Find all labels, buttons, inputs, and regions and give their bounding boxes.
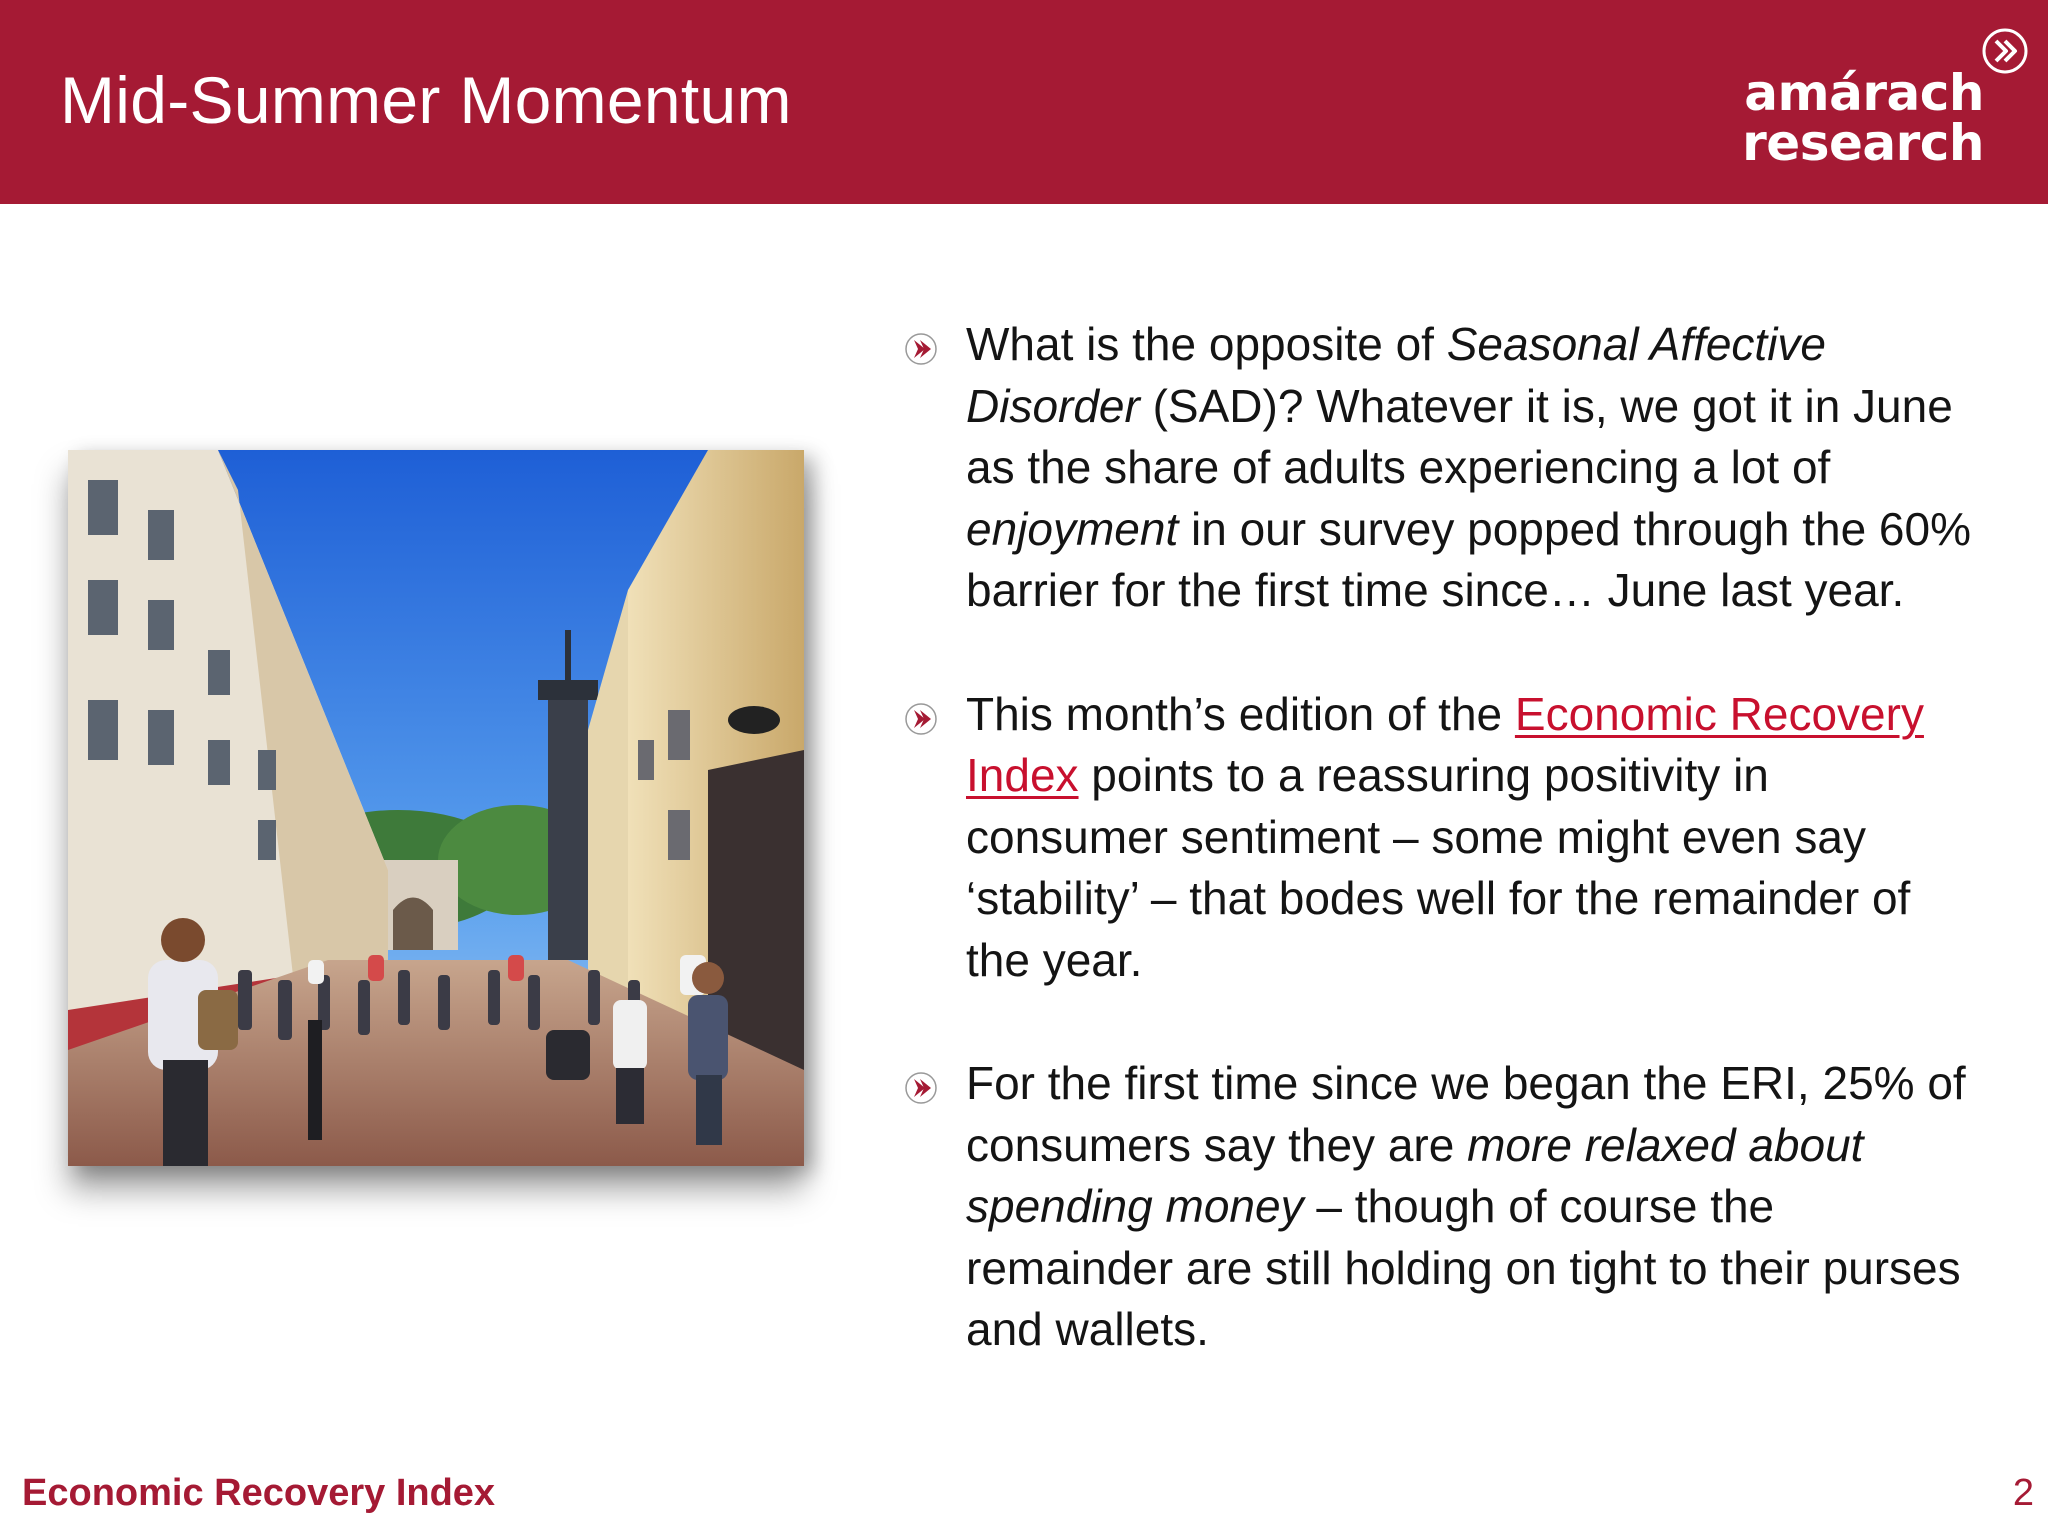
chevron-bullet-icon bbox=[904, 1071, 938, 1105]
slide-header bbox=[0, 0, 2048, 204]
chevron-circle-icon bbox=[1982, 28, 2028, 74]
bullet-list bbox=[900, 314, 1980, 1423]
logo-text-line-2: research bbox=[1742, 114, 1984, 172]
logo-text-line-1: amárach bbox=[1744, 64, 1984, 122]
bullet-text: What is the opposite of Seasonal Affective Disorder (SAD)? Whatever it is, we got it in June as the share of adults experiencing a lot of enjoyment in our survey popped through the 60% barrier for the first time since… June last year. bbox=[966, 318, 1971, 616]
chevron-bullet-icon bbox=[904, 702, 938, 736]
economic-recovery-index-link[interactable]: Economic Recovery Index bbox=[966, 687, 1924, 801]
bullet-text: This month’s edition of the Economic Recovery Index points to a reassuring positivity in consumer sentiment – some might even say ‘stability’ – that bodes well for the remainder of the year. bbox=[966, 687, 1924, 986]
street-scene-photo bbox=[68, 450, 804, 1166]
bullet-text: For the first time since we began the ERI, 25% of consumers say they are more relaxed about spending money – though of course the remainder are still holding on tight to their purses and wallets. bbox=[966, 1057, 1966, 1355]
bullet-item bbox=[900, 1053, 1980, 1361]
amarach-research-logo bbox=[1742, 22, 2036, 172]
bullet-item bbox=[900, 684, 1980, 992]
chevron-bullet-icon bbox=[904, 332, 938, 366]
bullet-item bbox=[900, 314, 1980, 622]
slide-title: Mid-Summer Momentum bbox=[60, 63, 792, 137]
footer-label: Economic Recovery Index bbox=[22, 1472, 496, 1514]
page-number: 2 bbox=[2012, 1472, 2034, 1514]
